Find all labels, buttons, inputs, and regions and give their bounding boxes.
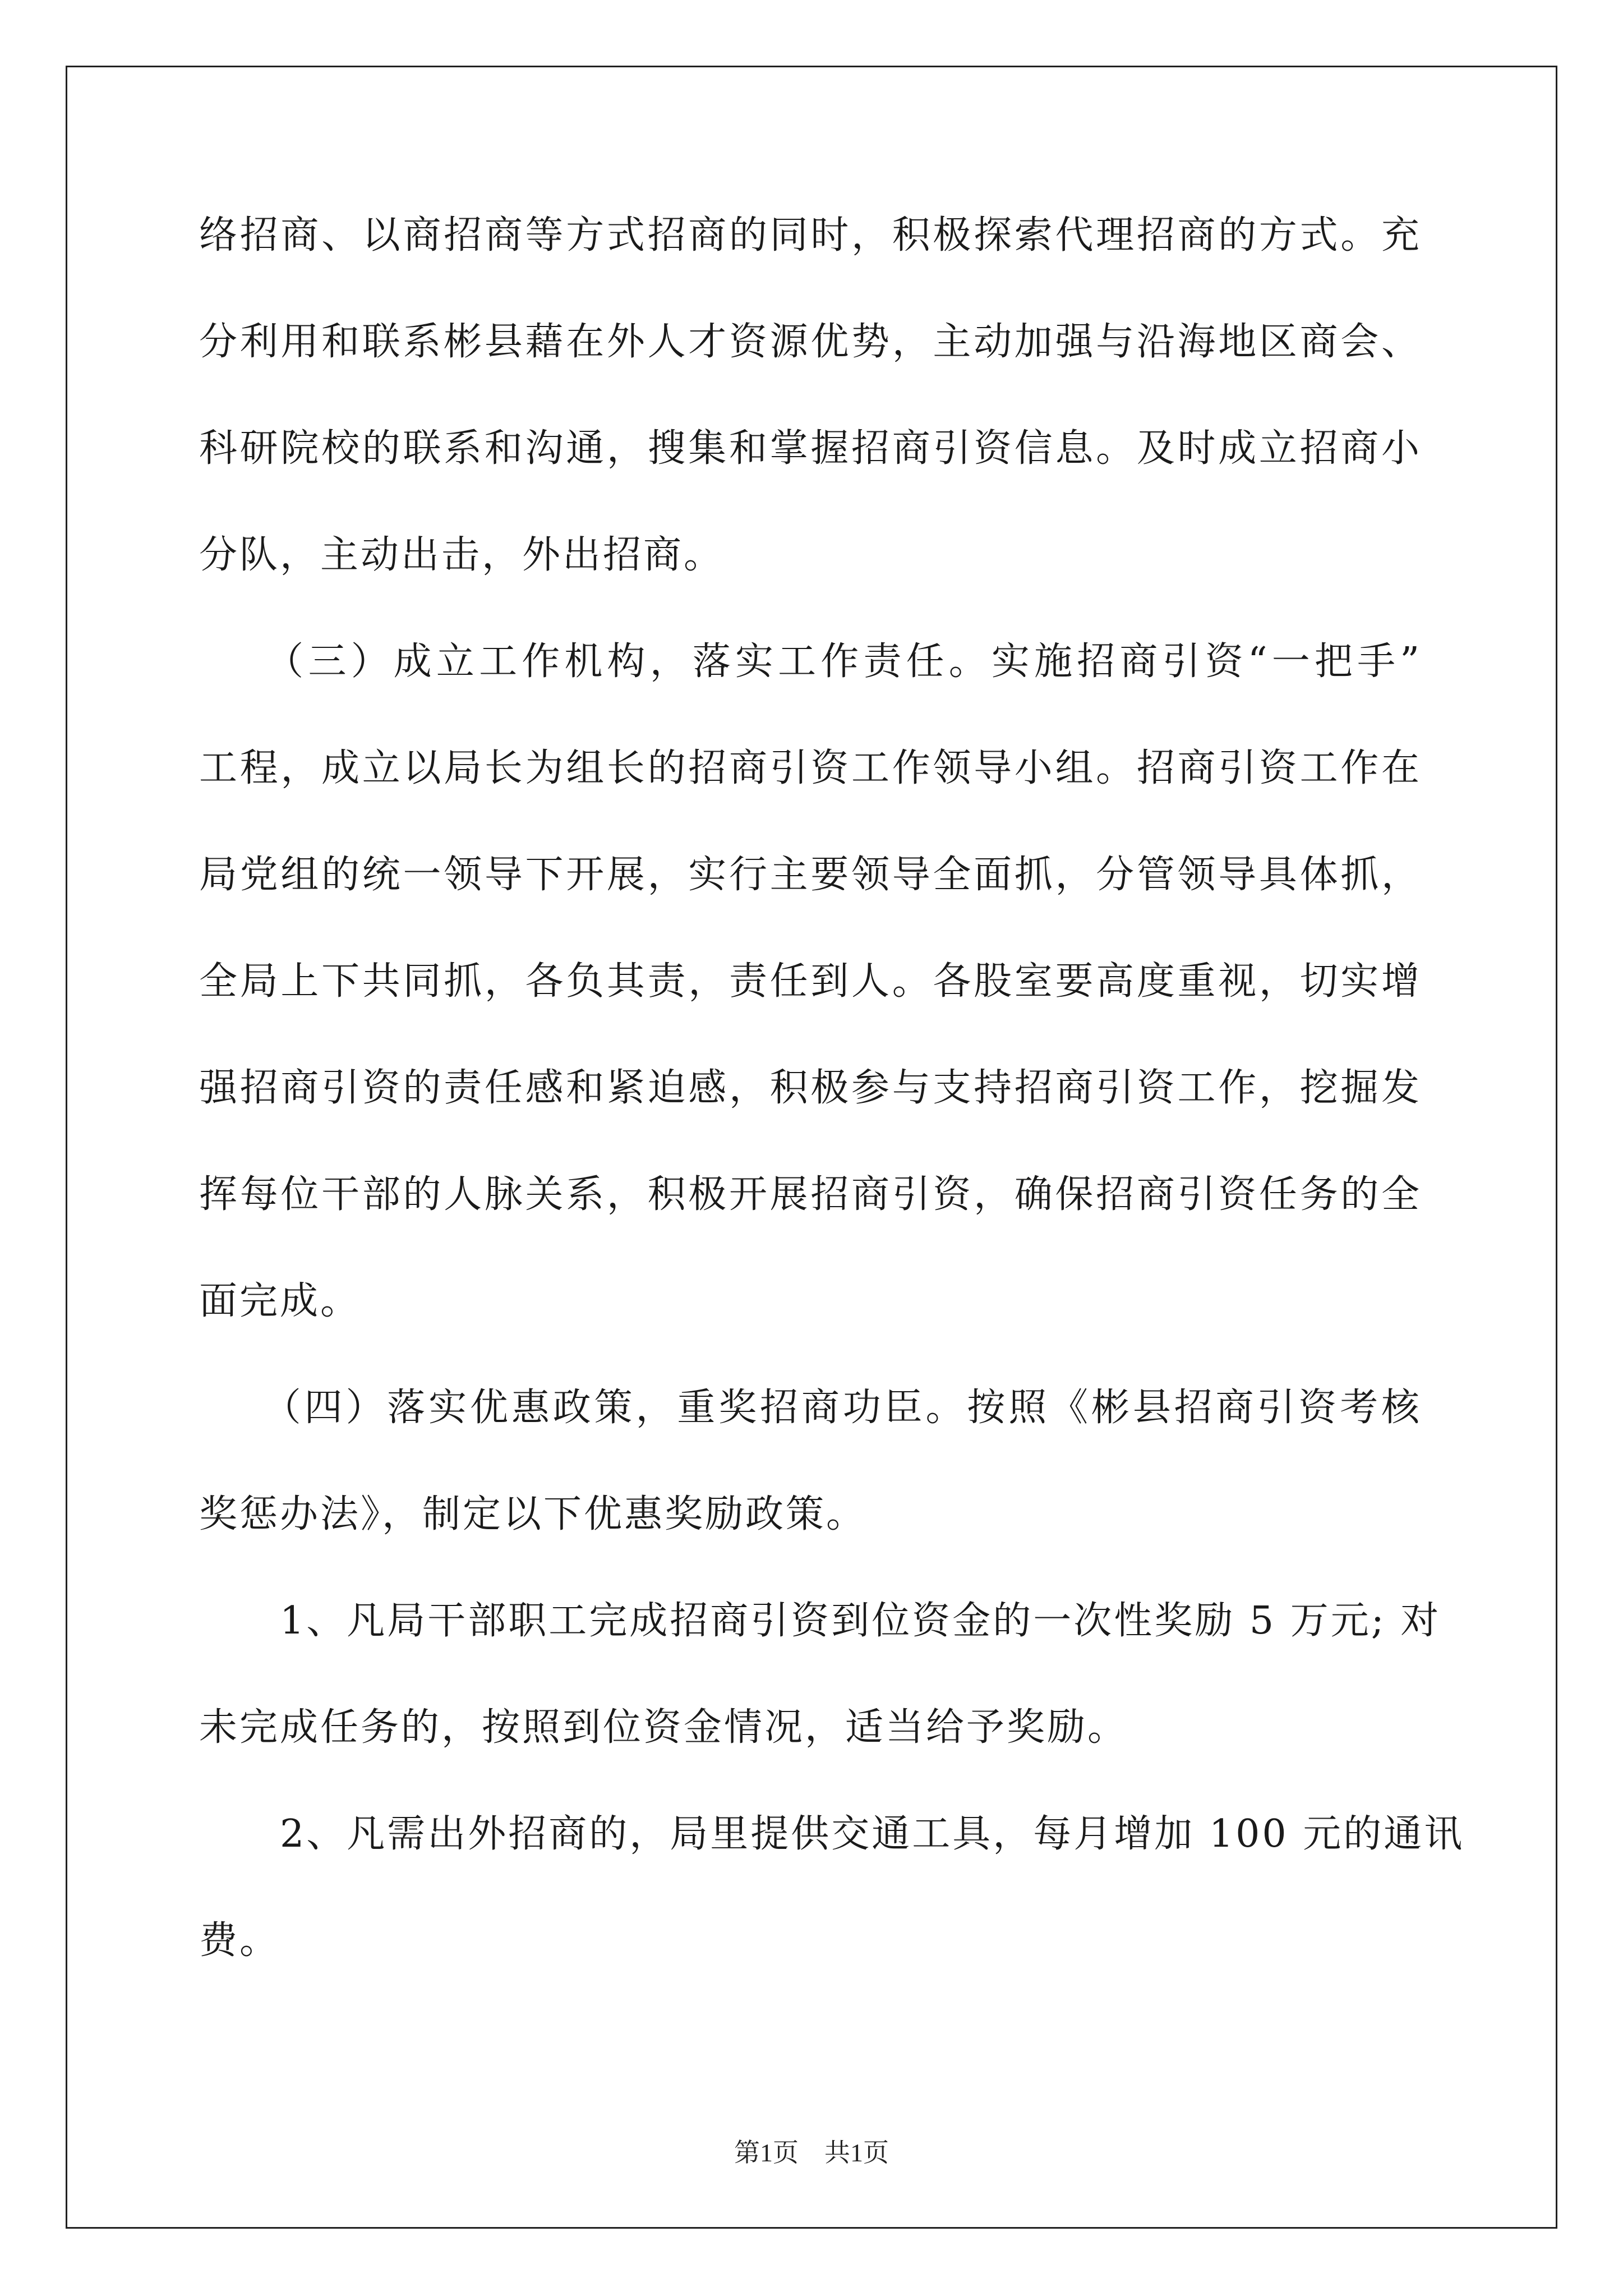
text-line: 工程，成立以局长为组长的招商引资工作领导小组。招商引资工作在	[199, 746, 1422, 790]
text-line: （三）成立工作机构，落实工作责任。实施招商引资“一把手”	[199, 639, 1422, 684]
text-line: 局党组的统一领导下开展，实行主要领导全面抓，分管领导具体抓，	[199, 853, 1422, 897]
page-border	[66, 66, 1557, 2229]
text-line: 1、凡局干部职工完成招商引资到位资金的一次性奖励 5 万元; 对	[199, 1599, 1441, 1643]
text-line: 费。	[199, 1918, 280, 1963]
text-line: 强招商引资的责任感和紧迫感，积极参与支持招商引资工作，挖掘发	[199, 1066, 1422, 1110]
text-line: 络招商、以商招商等方式招商的同时，积极探索代理招商的方式。充	[199, 213, 1422, 257]
text-line: 分利用和联系彬县藉在外人才资源优势，主动加强与沿海地区商会、	[199, 320, 1422, 364]
text-line: 科研院校的联系和沟通，搜集和掌握招商引资信息。及时成立招商小	[199, 426, 1422, 471]
page-number-footer: 第1页 共1页	[734, 2138, 889, 2167]
text-line: 分队，主动出击，外出招商。	[199, 533, 725, 577]
text-line: 全局上下共同抓，各负其责，责任到人。各股室要高度重视，切实增	[199, 959, 1422, 1004]
text-line: 2、凡需出外招商的，局里提供交通工具，每月增加 100 元的通讯	[199, 1812, 1465, 1856]
text-line: （四）落实优惠政策，重奖招商功臣。按照《彬县招商引资考核	[199, 1386, 1422, 1430]
text-line: 挥每位干部的人脉关系，积极开展招商引资，确保招商引资任务的全	[199, 1172, 1422, 1217]
text-line: 未完成任务的，按照到位资金情况，适当给予奖励。	[199, 1705, 1128, 1750]
text-line: 奖惩办法》，制定以下优惠奖励政策。	[199, 1492, 867, 1536]
text-line: 面完成。	[199, 1279, 361, 1323]
